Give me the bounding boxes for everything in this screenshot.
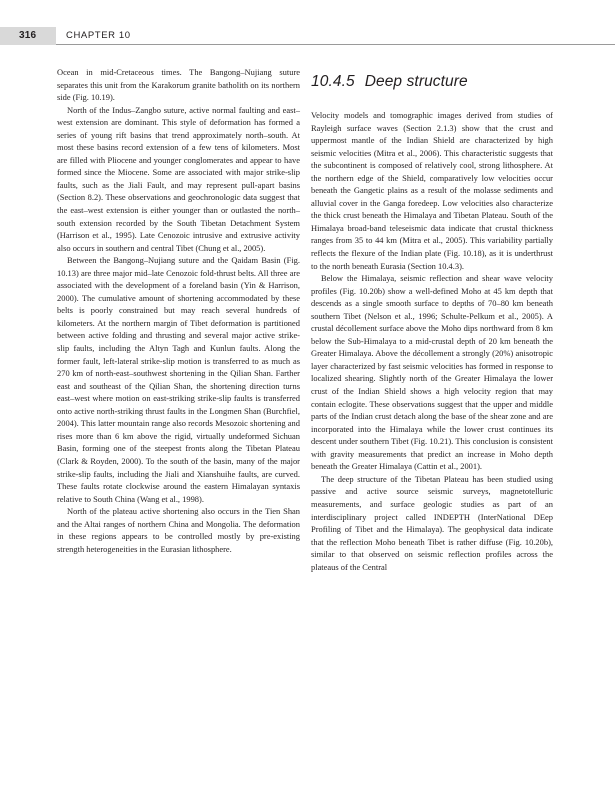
right-column [311, 66, 553, 573]
chapter-label: CHAPTER 10 [66, 30, 131, 41]
left-column [57, 66, 300, 555]
page-number-box [0, 27, 56, 45]
page-number: 316 [19, 30, 37, 41]
section-number: 10.4.5 [311, 73, 355, 90]
section-title: Deep structure [364, 73, 468, 90]
paragraph: Below the Himalaya, seismic reflection and shear wave velocity profiles (Fig. 10.20b) show a well-defined Moho at 45 km depth that descends as a single smooth surface to depths of 70–80 km beneath southern Tibet (Nelson et al., 1996; Schulte-Pelkum et al., 2005). A crustal décollement surface above the Moho dips northward from 8 km below the Sub-Himalaya to a mid-crustal depth of 20 km beneath the Greater Himalaya. Above the décollement a strongly (20%) anisotropic layer characterized by fast seismic velocities has formed in response to localized shearing. Slightly north of the Greater Himalaya the lower crust of the Indian Shield shows a high velocity region that may contain eclogite. These observations suggest that the upper and middle parts of the Indian crust detach along the base of the shear zone and are incorporated into the Himalaya while the lower crust continues its descent under southern Tibet (Fig. 10.21). This conclusion is consistent with gravity measurements that predict an increase in Moho depth beneath the Greater Himalaya (Cattin et al., 2001). [311, 273, 553, 472]
paragraph: North of the plateau active shortening also occurs in the Tien Shan and the Altai ranges of northern China and Mongolia. The deformation in these regions appears to be controlled mostly by pre-existing strength heterogeneities in the Eurasian lithosphere. [57, 506, 300, 554]
section-heading [311, 72, 553, 91]
paragraph: Between the Bangong–Nujiang suture and the Qaidam Basin (Fig. 10.13) are three major mid–late Cenozoic fold-thrust belts. All three are associated with the development of a foreland basin (Yin & Harrison, 2000). The cumulative amount of shortening accommodated by these belts is poorly constrained but may reach several hundreds of kilometers. At the northern margin of Tibet deformation is partitioned between active folding and thrusting and several major active strike-slip faults, including the Altyn Tagh and Kunlun faults. Along the former fault, left-lateral strike-slip motion is transferred to as much as 270 km of north-east–southwest shortening in the Qilian Shan. Farther east and southeast of the Qilian Shan, the shortening direction turns east–west where motion on east-striking strike-slip faults is transferred onto active north-striking thrust faults in the Longmen Shan (Burchfiel, 2004). This latter mountain range also records Mesozoic shortening and rises more than 6 km above the rigid, virtually undeformed Sichuan Basin, forming one of the steepest fronts along the Tibetan Plateau (Clark & Royden, 2000). To the south of the basin, many of the major strike-slip faults, including the Jiali and Xianshuihe faults, are curved. These faults rotate clockwise around the eastern Himalayan syntaxis relative to South China (Wang et al., 1998). [57, 255, 300, 504]
paragraph: The deep structure of the Tibetan Plateau has been studied using passive and active source seismic surveys, magnetotelluric measurements, and surface geologic studies as part of an interdisciplinary project called INDEPTH (InterNational DEep Profiling of Tibet and the Himalaya). The geophysical data indicate that the reflection Moho beneath Tibet is rather diffuse (Fig. 10.20b), similar to that observed on seismic reflection profiles across the plateaus of the Central [311, 473, 553, 572]
paragraph: Velocity models and tomographic images derived from studies of Rayleigh surface waves (Section 2.1.3) show that the crust and uppermost mantle of the Indian Shield are characterized by high seismic velocities (Mitra et al., 2006). This characteristic suggests that the subcontinent is composed of relatively cool, strong lithosphere. At the northern edge of the Shield, comparatively low velocities occur beneath the Gangetic plains as a result of the molasse sediments and alluvial cover in the Ganga foredeep. Low velocities also characterize the thick crust beneath the Himalaya and Tibetan Plateau. South of the Himalaya broad-band teleseismic data indicate that crustal thickness ranges from 35 to 44 km (Mitra et al., 2005). This variability partially reflects the flexure of the Indian plate (Fig. 10.18), as it is underthrust to the north beneath Eurasia (Section 10.4.3). [311, 110, 553, 271]
paragraph: North of the Indus–Zangbo suture, active normal faulting and east–west extension are dominant. This style of deformation has formed a series of young rift basins that trend approximately north–south. At most these basins record extension of a few tens of kilometers. Most are filled with Pliocene and younger conglomerates and appear to have formed since the Miocene. Some are associated with major strike-slip faults, such as the Jiali Fault, and may represent pull-apart basins (Section 8.2). These observations and geochronologic data suggest that the east–west extension is either younger than or outlasted the north–south extension recorded by the South Tibetan Detachment System (Harrison et al., 1995). Late Cenozoic intrusive and extrusive activity also occurs in southern and central Tibet (Chung et al., 2005). [57, 104, 300, 253]
page-header [0, 27, 615, 45]
header-rule [56, 44, 615, 45]
paragraph: Ocean in mid-Cretaceous times. The Bangong–Nujiang suture separates this unit from the Karakorum granite batholith on its northern side (Fig. 10.19). [57, 67, 300, 103]
